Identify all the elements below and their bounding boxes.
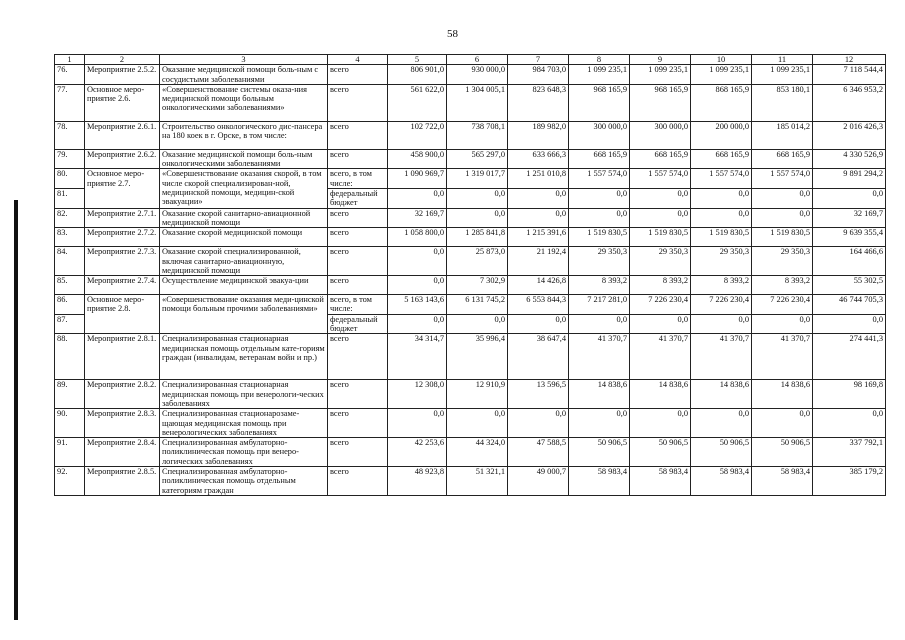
activity-code-cell: Мероприятие 2.8.4. — [85, 438, 160, 467]
value-cell: 21 192,4 — [508, 247, 569, 276]
value-cell: 668 165,9 — [569, 149, 630, 169]
program-table — [54, 54, 886, 496]
column-header: 8 — [569, 55, 630, 65]
column-header: 10 — [691, 55, 752, 65]
value-cell: 0,0 — [691, 314, 752, 334]
table-row — [55, 380, 886, 409]
activity-name-cell: Оказание скорой медицинской помощи — [160, 228, 328, 247]
value-cell: 1 099 235,1 — [569, 65, 630, 85]
value-cell: 0,0 — [388, 276, 447, 295]
column-header: 1 — [55, 55, 85, 65]
value-cell: 385 179,2 — [813, 467, 886, 496]
table-row — [55, 295, 886, 315]
value-cell: 1 557 574,0 — [691, 169, 752, 189]
value-cell: 50 906,5 — [691, 438, 752, 467]
funding-kind-cell: всего — [328, 121, 388, 149]
value-cell: 868 165,9 — [691, 84, 752, 121]
column-header: 9 — [630, 55, 691, 65]
value-cell: 0,0 — [447, 314, 508, 334]
column-header: 12 — [813, 55, 886, 65]
value-cell: 41 370,7 — [752, 334, 813, 380]
value-cell: 0,0 — [447, 208, 508, 228]
value-cell: 50 906,5 — [630, 438, 691, 467]
row-number-cell: 85. — [55, 276, 85, 295]
value-cell: 0,0 — [752, 409, 813, 438]
value-cell: 0,0 — [630, 409, 691, 438]
value-cell: 49 000,7 — [508, 467, 569, 496]
value-cell: 46 744 705,3 — [813, 295, 886, 315]
table-row — [55, 409, 886, 438]
activity-code-cell: Мероприятие 2.6.2. — [85, 149, 160, 169]
row-number-cell: 89. — [55, 380, 85, 409]
activity-name-cell: Оказание медицинской помощи боль-ным с сосудистыми заболеваниями — [160, 65, 328, 85]
funding-kind-cell: всего — [328, 409, 388, 438]
funding-kind-cell: федеральный бюджет — [328, 189, 388, 209]
value-cell: 29 350,3 — [569, 247, 630, 276]
value-cell: 930 000,0 — [447, 65, 508, 85]
funding-kind-cell: всего — [328, 334, 388, 380]
value-cell: 6 553 844,3 — [508, 295, 569, 315]
value-cell: 823 648,3 — [508, 84, 569, 121]
value-cell: 7 226 230,4 — [630, 295, 691, 315]
value-cell: 0,0 — [630, 189, 691, 209]
value-cell: 2 016 426,3 — [813, 121, 886, 149]
activity-name-cell: Осуществление медицинской эвакуа-ции — [160, 276, 328, 295]
table-row — [55, 247, 886, 276]
activity-name-cell: Специализированная стационарозаме-щающая медицинская помощь при венерологических заболеваниях — [160, 409, 328, 438]
activity-code-cell: Мероприятие 2.6.1. — [85, 121, 160, 149]
value-cell: 0,0 — [388, 247, 447, 276]
value-cell: 0,0 — [630, 314, 691, 334]
row-number-cell: 84. — [55, 247, 85, 276]
value-cell: 1 557 574,0 — [752, 169, 813, 189]
funding-kind-cell: федеральный бюджет — [328, 314, 388, 334]
activity-code-cell: Основное меро-приятие 2.8. — [85, 295, 160, 334]
value-cell: 12 308,0 — [388, 380, 447, 409]
column-header: 2 — [85, 55, 160, 65]
value-cell: 6 131 745,2 — [447, 295, 508, 315]
value-cell: 7 302,9 — [447, 276, 508, 295]
value-cell: 0,0 — [388, 409, 447, 438]
value-cell: 32 169,7 — [813, 208, 886, 228]
value-cell: 1 090 969,7 — [388, 169, 447, 189]
activity-code-cell: Мероприятие 2.7.2. — [85, 228, 160, 247]
value-cell: 968 165,9 — [630, 84, 691, 121]
value-cell: 41 370,7 — [569, 334, 630, 380]
column-header: 7 — [508, 55, 569, 65]
value-cell: 300 000,0 — [569, 121, 630, 149]
value-cell: 42 253,6 — [388, 438, 447, 467]
row-number-cell: 81. — [55, 189, 85, 209]
table-row — [55, 467, 886, 496]
value-cell: 1 519 830,5 — [691, 228, 752, 247]
value-cell: 8 393,2 — [630, 276, 691, 295]
column-header: 3 — [160, 55, 328, 65]
value-cell: 7 118 544,4 — [813, 65, 886, 85]
row-number-cell: 83. — [55, 228, 85, 247]
funding-kind-cell: всего — [328, 84, 388, 121]
value-cell: 561 622,0 — [388, 84, 447, 121]
row-number-cell: 86. — [55, 295, 85, 315]
activity-name-cell: Специализированная амбулаторно-поликлиническая помощь отдельным категориям граждан — [160, 467, 328, 496]
value-cell: 41 370,7 — [630, 334, 691, 380]
value-cell: 1 058 800,0 — [388, 228, 447, 247]
value-cell: 1 099 235,1 — [752, 65, 813, 85]
value-cell: 9 891 294,2 — [813, 169, 886, 189]
funding-kind-cell: всего, в том числе: — [328, 295, 388, 315]
row-number-cell: 82. — [55, 208, 85, 228]
table-row — [55, 438, 886, 467]
table-row — [55, 208, 886, 228]
row-number-cell: 77. — [55, 84, 85, 121]
row-number-cell: 78. — [55, 121, 85, 149]
value-cell: 7 226 230,4 — [691, 295, 752, 315]
value-cell: 1 519 830,5 — [630, 228, 691, 247]
value-cell: 29 350,3 — [691, 247, 752, 276]
value-cell: 1 319 017,7 — [447, 169, 508, 189]
value-cell: 968 165,9 — [569, 84, 630, 121]
value-cell: 164 466,6 — [813, 247, 886, 276]
activity-name-cell: Оказание медицинской помощи боль-ным онкологическими заболеваниями — [160, 149, 328, 169]
activity-code-cell: Основное меро-приятие 2.7. — [85, 169, 160, 208]
value-cell: 50 906,5 — [569, 438, 630, 467]
value-cell: 0,0 — [388, 189, 447, 209]
value-cell: 55 302,5 — [813, 276, 886, 295]
value-cell: 337 792,1 — [813, 438, 886, 467]
value-cell: 14 838,6 — [630, 380, 691, 409]
value-cell: 6 346 953,2 — [813, 84, 886, 121]
row-number-cell: 90. — [55, 409, 85, 438]
value-cell: 0,0 — [752, 189, 813, 209]
funding-kind-cell: всего — [328, 247, 388, 276]
value-cell: 8 393,2 — [752, 276, 813, 295]
value-cell: 1 557 574,0 — [630, 169, 691, 189]
value-cell: 0,0 — [691, 189, 752, 209]
column-header: 6 — [447, 55, 508, 65]
table-row — [55, 169, 886, 189]
value-cell: 189 982,0 — [508, 121, 569, 149]
value-cell: 0,0 — [388, 314, 447, 334]
table-row — [55, 65, 886, 85]
column-header: 4 — [328, 55, 388, 65]
activity-code-cell: Мероприятие 2.7.1. — [85, 208, 160, 228]
value-cell: 58 983,4 — [691, 467, 752, 496]
value-cell: 185 014,2 — [752, 121, 813, 149]
row-number-cell: 87. — [55, 314, 85, 334]
value-cell: 0,0 — [569, 189, 630, 209]
value-cell: 668 165,9 — [691, 149, 752, 169]
funding-kind-cell: всего — [328, 438, 388, 467]
value-cell: 0,0 — [447, 409, 508, 438]
funding-kind-cell: всего, в том числе: — [328, 169, 388, 189]
value-cell: 0,0 — [630, 208, 691, 228]
value-cell: 1 251 010,8 — [508, 169, 569, 189]
value-cell: 7 217 281,0 — [569, 295, 630, 315]
value-cell: 200 000,0 — [691, 121, 752, 149]
value-cell: 0,0 — [569, 409, 630, 438]
value-cell: 1 285 841,8 — [447, 228, 508, 247]
value-cell: 0,0 — [569, 314, 630, 334]
value-cell: 12 910,9 — [447, 380, 508, 409]
value-cell: 58 983,4 — [569, 467, 630, 496]
table-row — [55, 334, 886, 380]
value-cell: 48 923,8 — [388, 467, 447, 496]
funding-kind-cell: всего — [328, 276, 388, 295]
activity-code-cell: Основное меро-приятие 2.6. — [85, 84, 160, 121]
value-cell: 47 588,5 — [508, 438, 569, 467]
value-cell: 0,0 — [752, 208, 813, 228]
table-row — [55, 228, 886, 247]
value-cell: 58 983,4 — [752, 467, 813, 496]
value-cell: 58 983,4 — [630, 467, 691, 496]
funding-kind-cell: всего — [328, 228, 388, 247]
value-cell: 25 873,0 — [447, 247, 508, 276]
value-cell: 98 169,8 — [813, 380, 886, 409]
value-cell: 7 226 230,4 — [752, 295, 813, 315]
value-cell: 14 426,8 — [508, 276, 569, 295]
value-cell: 274 441,3 — [813, 334, 886, 380]
row-number-cell: 80. — [55, 169, 85, 189]
value-cell: 0,0 — [447, 189, 508, 209]
value-cell: 0,0 — [813, 189, 886, 209]
value-cell: 668 165,9 — [752, 149, 813, 169]
activity-name-cell: Специализированная стационарная медицинская помощь при венерологи-ческих заболеваниях — [160, 380, 328, 409]
column-header: 11 — [752, 55, 813, 65]
row-number-cell: 76. — [55, 65, 85, 85]
value-cell: 51 321,1 — [447, 467, 508, 496]
value-cell: 0,0 — [752, 314, 813, 334]
value-cell: 8 393,2 — [569, 276, 630, 295]
column-number-row — [55, 55, 886, 65]
value-cell: 0,0 — [813, 409, 886, 438]
value-cell: 738 708,1 — [447, 121, 508, 149]
value-cell: 13 596,5 — [508, 380, 569, 409]
activity-code-cell: Мероприятие 2.8.5. — [85, 467, 160, 496]
value-cell: 1 519 830,5 — [569, 228, 630, 247]
row-number-cell: 88. — [55, 334, 85, 380]
value-cell: 44 324,0 — [447, 438, 508, 467]
value-cell: 1 557 574,0 — [569, 169, 630, 189]
value-cell: 0,0 — [691, 208, 752, 228]
value-cell: 29 350,3 — [752, 247, 813, 276]
value-cell: 4 330 526,9 — [813, 149, 886, 169]
value-cell: 34 314,7 — [388, 334, 447, 380]
value-cell: 38 647,4 — [508, 334, 569, 380]
value-cell: 5 163 143,6 — [388, 295, 447, 315]
activity-code-cell: Мероприятие 2.8.1. — [85, 334, 160, 380]
value-cell: 0,0 — [569, 208, 630, 228]
table-row — [55, 149, 886, 169]
value-cell: 8 393,2 — [691, 276, 752, 295]
activity-code-cell: Мероприятие 2.8.3. — [85, 409, 160, 438]
row-number-cell: 91. — [55, 438, 85, 467]
row-number-cell: 92. — [55, 467, 85, 496]
table-row — [55, 121, 886, 149]
funding-kind-cell: всего — [328, 380, 388, 409]
value-cell: 9 639 355,4 — [813, 228, 886, 247]
table-row — [55, 84, 886, 121]
activity-name-cell: «Совершенствование системы оказа-ния медицинской помощи больным онкологическими заболеваниями» — [160, 84, 328, 121]
value-cell: 14 838,6 — [752, 380, 813, 409]
value-cell: 35 996,4 — [447, 334, 508, 380]
activity-code-cell: Мероприятие 2.8.2. — [85, 380, 160, 409]
value-cell: 1 519 830,5 — [752, 228, 813, 247]
activity-name-cell: Оказание скорой специализированной, включая санитарно-авиационную, медицинской помощи — [160, 247, 328, 276]
value-cell: 29 350,3 — [630, 247, 691, 276]
table-body — [55, 65, 886, 496]
activity-code-cell: Мероприятие 2.7.4. — [85, 276, 160, 295]
funding-kind-cell: всего — [328, 467, 388, 496]
value-cell: 0,0 — [508, 189, 569, 209]
activity-name-cell: «Совершенствование оказания скорой, в том числе скорой специализирован-ной, медицинской помощи, медицин-ской эвакуации» — [160, 169, 328, 208]
value-cell: 853 180,1 — [752, 84, 813, 121]
funding-kind-cell: всего — [328, 208, 388, 228]
value-cell: 1 215 391,6 — [508, 228, 569, 247]
value-cell: 0,0 — [508, 208, 569, 228]
value-cell: 0,0 — [813, 314, 886, 334]
table-row — [55, 276, 886, 295]
row-number-cell: 79. — [55, 149, 85, 169]
value-cell: 0,0 — [508, 409, 569, 438]
funding-kind-cell: всего — [328, 65, 388, 85]
column-header: 5 — [388, 55, 447, 65]
activity-name-cell: Специализированная стационарная медицинская помощь отдельным кате-гориям граждан (инвалидам, ветеранам войн и пр.) — [160, 334, 328, 380]
value-cell: 1 099 235,1 — [691, 65, 752, 85]
value-cell: 668 165,9 — [630, 149, 691, 169]
value-cell: 300 000,0 — [630, 121, 691, 149]
value-cell: 633 666,3 — [508, 149, 569, 169]
page-number: 58 — [447, 28, 458, 40]
value-cell: 41 370,7 — [691, 334, 752, 380]
value-cell: 984 703,0 — [508, 65, 569, 85]
funding-kind-cell: всего — [328, 149, 388, 169]
value-cell: 14 838,6 — [569, 380, 630, 409]
activity-code-cell: Мероприятие 2.7.3. — [85, 247, 160, 276]
value-cell: 32 169,7 — [388, 208, 447, 228]
activity-name-cell: Строительство онкологического дис-пансера на 180 коек в г. Орске, в том числе: — [160, 121, 328, 149]
activity-name-cell: «Совершенствование оказания меди-цинской помощи больным прочими заболеваниями» — [160, 295, 328, 334]
value-cell: 102 722,0 — [388, 121, 447, 149]
activity-name-cell: Специализированная амбулаторно-поликлиническая помощь при венеро-логических заболеваниях — [160, 438, 328, 467]
value-cell: 0,0 — [508, 314, 569, 334]
value-cell: 1 304 005,1 — [447, 84, 508, 121]
activity-code-cell: Мероприятие 2.5.2. — [85, 65, 160, 85]
value-cell: 806 901,0 — [388, 65, 447, 85]
scan-edge-bar — [14, 200, 18, 620]
value-cell: 50 906,5 — [752, 438, 813, 467]
value-cell: 458 900,0 — [388, 149, 447, 169]
value-cell: 0,0 — [691, 409, 752, 438]
activity-name-cell: Оказание скорой санитарно-авиационной медицинской помощи — [160, 208, 328, 228]
value-cell: 14 838,6 — [691, 380, 752, 409]
value-cell: 1 099 235,1 — [630, 65, 691, 85]
value-cell: 565 297,0 — [447, 149, 508, 169]
